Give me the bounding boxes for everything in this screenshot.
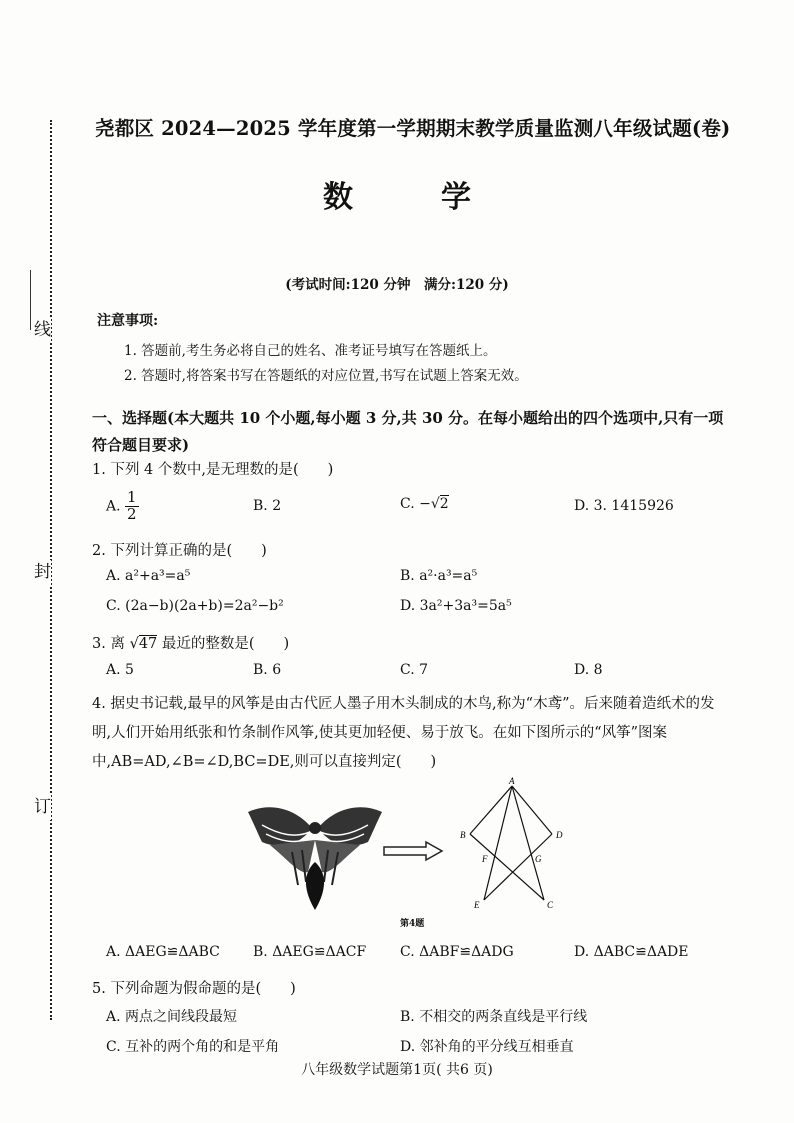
q3-option-c: C. 7: [400, 662, 429, 678]
q2-option-a: A. a²+a³=a⁵: [106, 568, 191, 584]
question-4-stem: 4. 据史书记载,最早的风筝是由古代匠人墨子用木头制成的木鸟,称为“木鸢”。后来随着造纸术的发明,人们开始用纸张和竹条制作风筝,使其更加轻便、易于放飞。在如下图所示的“风筝”图案中,AB=AD,∠B=∠D,BC=DE,则可以直接判定( ): [92, 696, 715, 770]
q4-option-a: A. ΔAEG≌ΔABC: [106, 944, 220, 960]
section-heading: 一、选择题(本大题共 10 个小题,每小题 3 分,共 30 分。在每小题给出的四个选项中,只有一项符合题目要求): [92, 409, 724, 454]
segment-bc: [470, 834, 544, 900]
point-label-e: E: [474, 900, 480, 910]
point-label-f: F: [482, 854, 488, 864]
sqrt-symbol: √: [430, 496, 440, 512]
exam-info: (考试时间:120 分钟 满分:120 分): [285, 277, 509, 293]
q5-option-d: D. 邻补角的平分线互相垂直: [400, 1039, 574, 1055]
q4-option-d: D. ΔABC≌ΔADE: [574, 944, 689, 960]
subject-title: [0, 172, 794, 216]
point-label-d: D: [556, 830, 563, 840]
sqrt-symbol: √: [129, 636, 139, 652]
fraction: $\frac{1}{2}$: [127, 488, 137, 523]
arrow-right-icon: [382, 840, 444, 862]
q4-option-b: B. ΔAEG≌ΔACF: [253, 944, 367, 960]
subject-char-1: 数: [323, 180, 353, 215]
q1-option-c: C. −√2: [400, 496, 449, 512]
question-5-stem: 5. 下列命题为假命题的是( ): [92, 981, 296, 997]
notes-heading: 注意事项:: [97, 313, 159, 329]
q1-option-a: A. $\frac{1}{2}$: [106, 488, 137, 523]
question-3-stem: 3. 离 √47 最近的整数是( ): [92, 636, 290, 652]
exam-title: 尧都区 2024—2025 学年度第一学期期末教学质量监测八年级试题(卷): [95, 117, 731, 140]
q3-option-a: A. 5: [106, 662, 134, 678]
q5-option-c: C. 互补的两个角的和是平角: [106, 1039, 280, 1055]
margin-word-seal: 封: [34, 560, 51, 585]
q2-option-c: C. (2a−b)(2a+b)=2a²−b²: [106, 598, 284, 614]
q2-option-b: B. a²·a³=a⁵: [400, 568, 478, 584]
note-item: 2. 答题时,将答案书写在答题纸的对应位置,书写在试题上答案无效。: [124, 368, 528, 384]
point-label-a: A: [509, 776, 515, 786]
point-label-g: G: [535, 854, 542, 864]
margin-word-bind: 订: [34, 795, 51, 820]
question-2-stem: 2. 下列计算正确的是( ): [92, 543, 267, 559]
q3-option-b: B. 6: [253, 662, 282, 678]
q1-option-b: B. 2: [253, 498, 282, 514]
kite-tail: [306, 862, 324, 910]
point-label-b: B: [460, 830, 466, 840]
point-label-c: C: [547, 900, 554, 910]
margin-word-line: 线: [34, 318, 51, 343]
kite-head: [309, 822, 321, 834]
question-1-stem: 1. 下列 4 个数中,是无理数的是( ): [92, 462, 334, 478]
q4-option-c: C. ΔABF≌ΔADG: [400, 944, 514, 960]
q5-option-b: B. 不相交的两条直线是平行线: [400, 1009, 588, 1025]
kite-illustration: [240, 790, 390, 915]
kite-geometry-figure: [452, 776, 582, 916]
q1-option-d: D. 3. 1415926: [574, 498, 674, 514]
page-footer: 八年级数学试题第1页( 共6 页): [301, 1062, 493, 1078]
segment-ae: [484, 786, 512, 900]
note-item: 1. 答题前,考生务必将自己的姓名、准考证号填写在答题纸上。: [124, 343, 497, 359]
subject-char-2: 学: [441, 180, 471, 215]
q2-option-d: D. 3a²+3a³=5a⁵: [400, 598, 512, 614]
q5-option-a: A. 两点之间线段最短: [106, 1009, 238, 1025]
segment-ac: [512, 786, 544, 900]
figure-caption: 第4题: [400, 919, 425, 929]
segment-ad: [512, 786, 552, 834]
q3-option-d: D. 8: [574, 662, 603, 678]
